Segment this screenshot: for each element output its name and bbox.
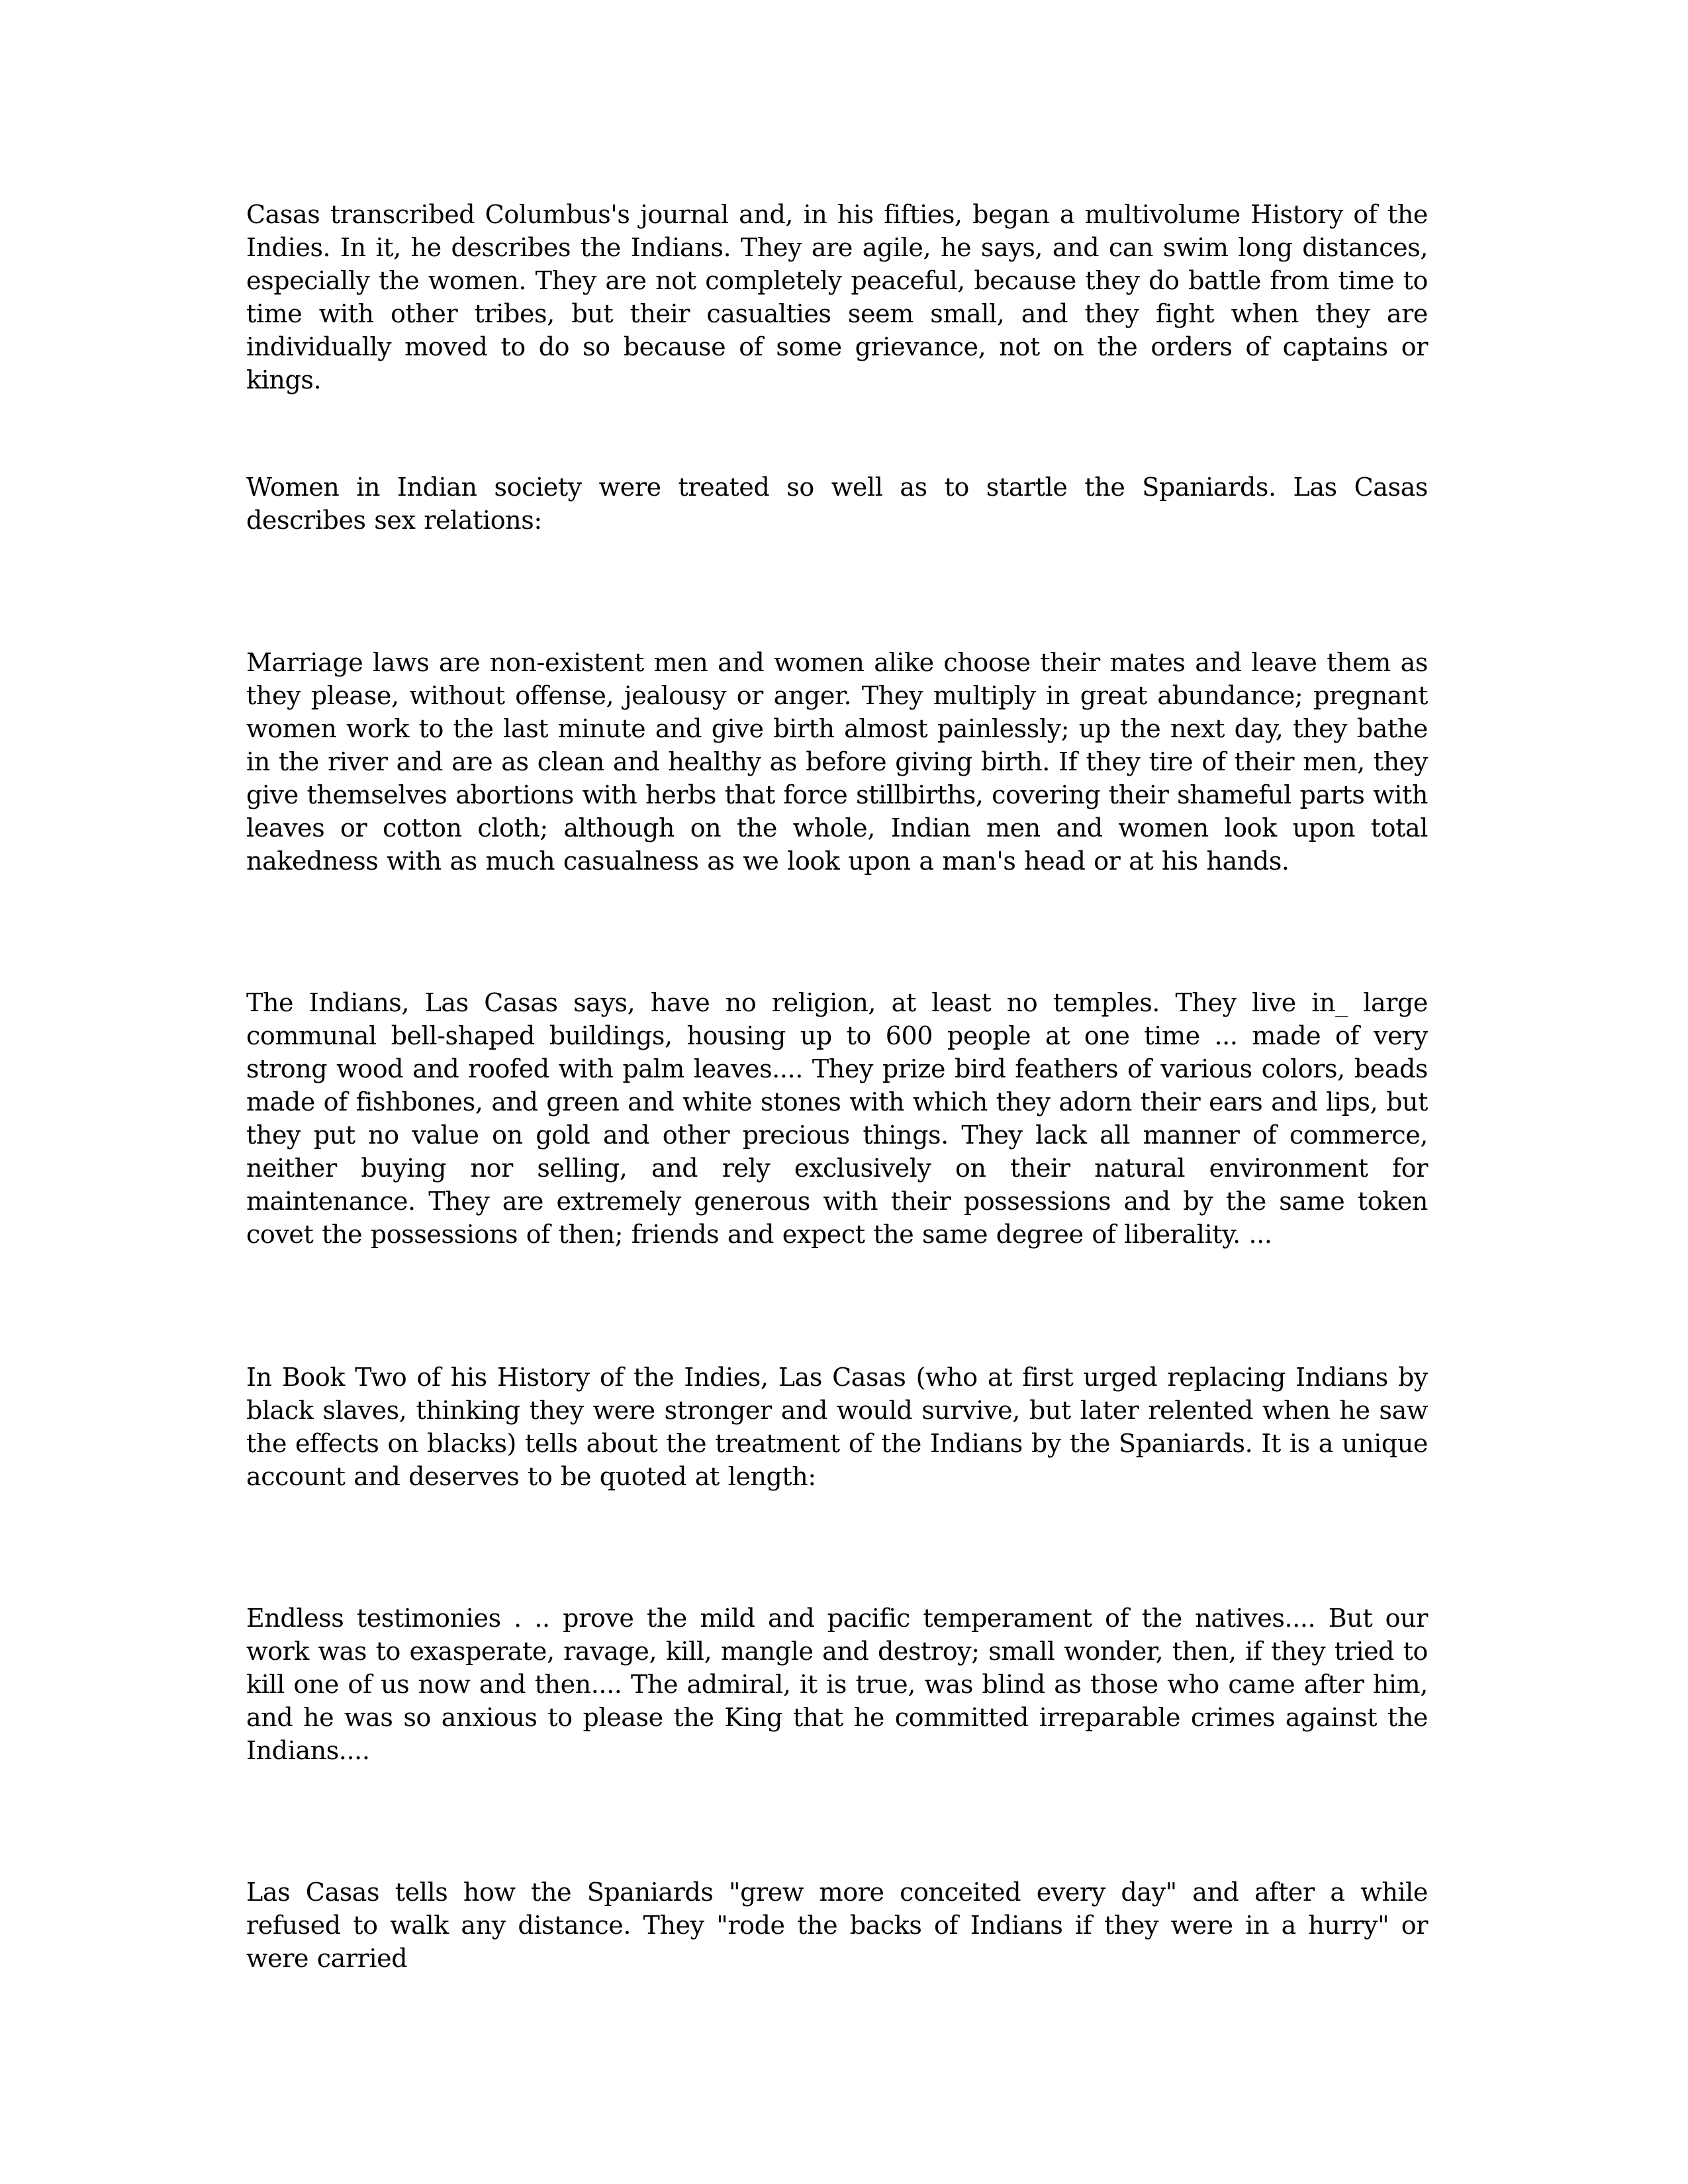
paragraph-book-two: In Book Two of his History of the Indies, Las Casas (who at first urged replacing Indians by black slaves, thinking they were stronger and would survive, but later relented when he saw the effects on blacks) tells about the treatment of the Indians by the Spaniards. It is a unique account and deserves to be quoted at length: bbox=[246, 1363, 1428, 1491]
paragraph-columbus-journal: Casas transcribed Columbus's journal and, in his fifties, began a multivolume History of the Indies. In it, he describes the Indians. They are agile, he says, and can swim long distances, especially the women. They are not completely peaceful, because they do battle from time to time with other tribes, but their casualties seem small, and they fight when they are individually moved to do so because of some grievance, not on the orders of captains or kings. bbox=[246, 200, 1428, 394]
paragraph-religion-dwellings: The Indians, Las Casas says, have no religion, at least no temples. They live in_ large communal bell-shaped buildings, housing up to 600 people at one time ... made of very strong wood and roofed with palm leaves.... They prize bird feathers of various colors, beads made of fishbones, and green and white stones with which they adorn their ears and lips, but they put no value on gold and other precious things. They lack all manner of commerce, neither buying nor selling, and rely exclusively on their natural environment for maintenance. They are extremely generous with their possessions and by the same token covet the possessions of then; friends and expect the same degree of liberality. ... bbox=[246, 988, 1428, 1249]
paragraph-spaniards-conceit: Las Casas tells how the Spaniards "grew more conceited every day" and after a while refused to walk any distance. They "rode the backs of Indians if they were in a hurry" or were carried bbox=[246, 1878, 1428, 1973]
paragraph-women-society: Women in Indian society were treated so well as to startle the Spaniards. Las Casas describes sex relations: bbox=[246, 473, 1428, 535]
paragraph-endless-testimonies: Endless testimonies . .. prove the mild and pacific temperament of the natives.... But our work was to exasperate, ravage, kill, mangle and destroy; small wonder, then, if they tried to kill one of us now and then.... The admiral, it is true, was blind as those who came after him, and he was so anxious to please the King that he committed irreparable crimes against the Indians.... bbox=[246, 1604, 1428, 1765]
paragraph-marriage-laws: Marriage laws are non-existent men and women alike choose their mates and leave them as they please, without offense, jealousy or anger. They multiply in great abundance; pregnant women work to the last minute and give birth almost painlessly; up the next day, they bathe in the river and are as clean and healthy as before giving birth. If they tire of their men, they give themselves abortions with herbs that force stillbirths, covering their shameful parts with leaves or cotton cloth; although on the whole, Indian men and women look upon total nakedness with as much casualness as we look upon a man's head or at his hands. bbox=[246, 648, 1428, 876]
